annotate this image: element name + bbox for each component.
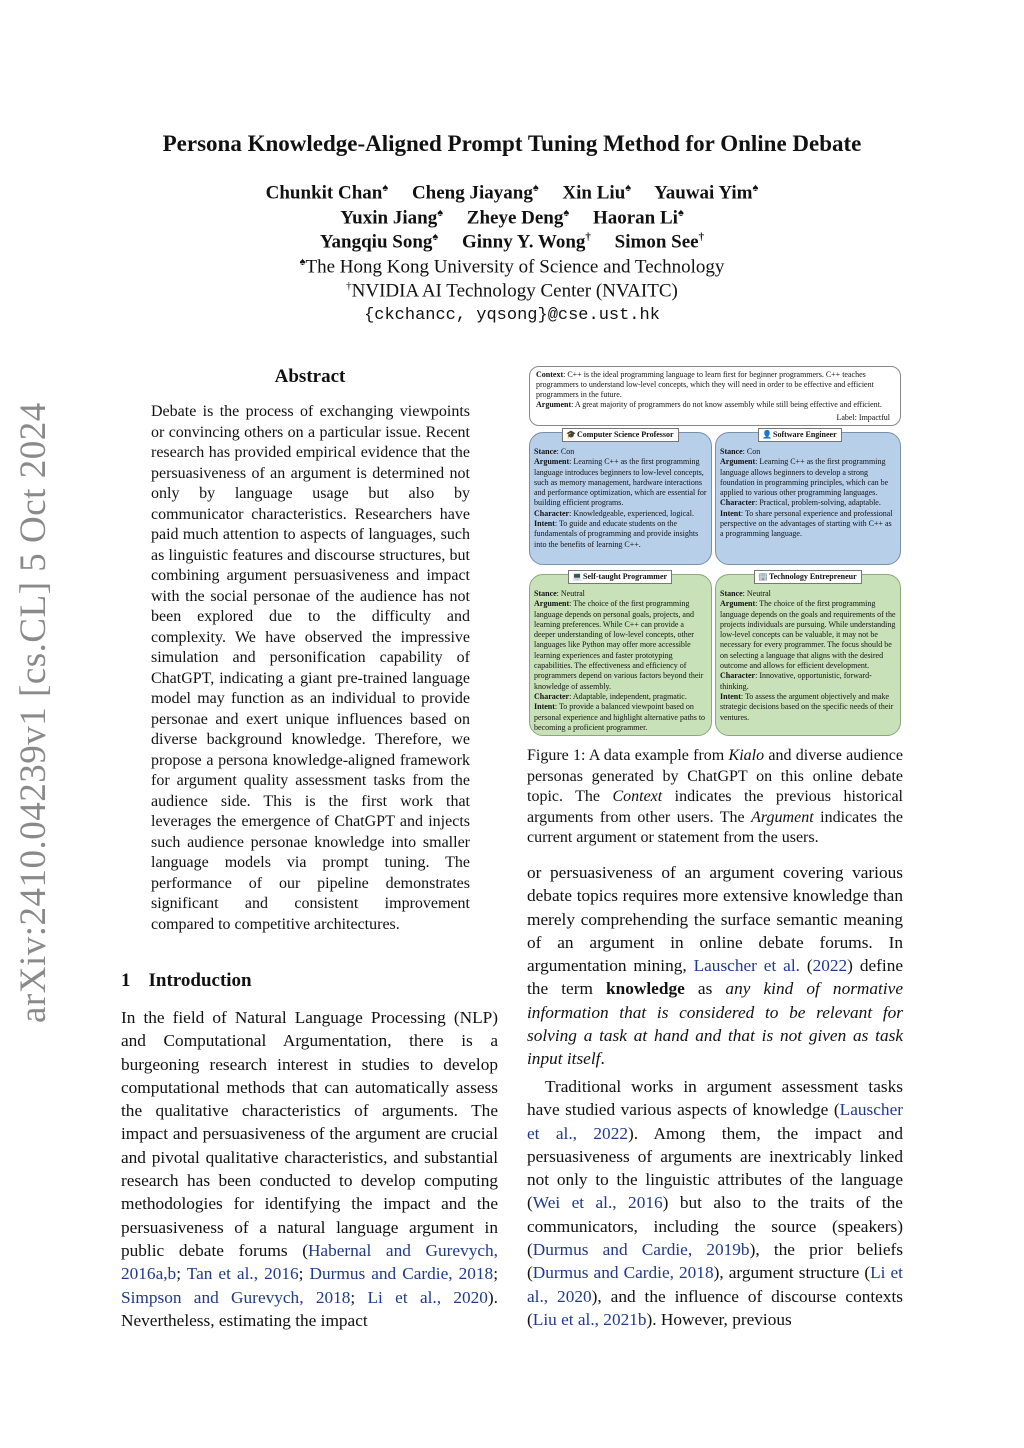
persona-card: 🎓 Computer Science Professor Stance: Con Argument: Learning C++ as the first programming language introduces beginners to low-level concepts, such as memory management, hardware interactions and performance optimization, which are essential for building efficient programs. Character: Knowledgeable, experienced, logical. Intent: To guide and educate students on the fundamentals of programming and provide insights into the benefits of learning C++. <box>529 432 712 565</box>
context-box: Context: C++ is the ideal programming language to learn first for beginner programmers. C++ teaches programmers to understand low-level concepts, which they will need in order to be effective and efficient programmers in the future. Argument: A great majority of programmers do not know assembly while still being effective and efficient. Label: Impactful <box>529 366 901 426</box>
persona-tag: 🏢 Technology Entrepreneur <box>754 570 862 584</box>
citation-link[interactable]: Habernal and Gurevych, 2016a,b <box>121 1240 498 1284</box>
affiliation-hkust: ♠The Hong Kong University of Science and Technology <box>299 256 725 278</box>
author: Yauwai Yim <box>654 182 753 204</box>
citation-link[interactable]: 2022 <box>812 956 848 976</box>
persona-tag: 💻 Self-taught Programmer <box>568 570 672 584</box>
citation-link[interactable]: Liu et al., 2021b <box>532 1309 647 1329</box>
intro-paragraph-1: In the field of Natural Language Processing (NLP) and Computational Argumentation, there is a burgeoning research interest in studies to develop computational methods that can automatically assess the qualitative characteristics of arguments. The impact and persuasiveness of the argument are crucial and pivotal qualitative characteristics, and substantial research has been conducted to develop computing methodologies for identifying the impact and the persuasiveness of a natural language argument in public debate forums (Habernal and Gurevych, 2016a,b; Tan et al., 2016; Durmus and Cardie, 2018; Simpson and Gurevych, 2018; Li et al., 2020). Nevertheless, estimating the impact <box>121 1008 498 1330</box>
author: Yuxin Jiang <box>340 207 438 229</box>
abstract-text: Debate is the process of exchanging viewpoints or convincing others on a particular issue. Recent research has provided empirical evidence that the persuasiveness of an argument is determined not only by language usage but also by communicator characteristics. Researchers have paid much attention to aspects of languages, such as linguistic features and discourse structures, but combining argument persuasiveness and impact with the social personae of the audience has not been explored due to the difficulty and complexity. We have observed the impressive simulation and personification capability of ChatGPT, indicating a giant pre-trained language model may function as an individual to provide personae and exert unique influences based on diverse background knowledge. Therefore, we propose a persona knowledge-aligned framework for argument quality assessment tasks from the audience side. This is the first work that leverages the emergence of ChatGPT and injects such audience personae knowledge into smaller language models via prompt tuning. The performance of our pipeline demonstrates significant and consistent improvement compared to competitive architectures. <box>151 403 470 933</box>
author: Haoran Li <box>592 207 678 229</box>
persona-card: 💻 Self-taught Programmer Stance: Neutral Argument: The choice of the first programming language depends on personal goals, projects, and learning preferences. While C++ can provide a deeper understanding of low-level concepts, other languages like Python may offer more accessible learning experiences and faster prototyping capabilities. The effectiveness and efficiency of programmers depend on various factors beyond their knowledge of assembly. Character: Adaptable, independent, pragmatic. Intent: To provide a balanced viewpoint based on personal experience and highlight alternative paths to becoming a proficient programmer. <box>529 574 712 736</box>
abstract-heading: Abstract <box>274 366 346 387</box>
section-heading: 1 Introduction <box>121 970 252 991</box>
persona-tag: 🎓 Computer Science Professor <box>562 428 679 442</box>
intro-paragraph-2: Traditional works in argument assessment tasks have studied various aspects of knowledge (Lauscher et al., 2022). Among them, the impact and persuasiveness of arguments are inextricably linked not only to the linguistic attributes of the language (Wei et al., 2016) but also to the traits of the communicators, including the source (speakers) (Durmus and Cardie, 2019b), the prior beliefs (Durmus and Cardie, 2018), argument structure (Li et al., 2020), and the influence of discourse contexts (Liu et al., 2021b). However, previous <box>527 1077 903 1329</box>
author-line-1: Chunkit Chan♠ Cheng Jiayang♠ Xin Liu♠ Yauwai Yim♠ <box>265 182 759 204</box>
label-impactful: Label: Impactful <box>836 413 890 422</box>
citation-link[interactable]: Tan et al., 2016 <box>186 1264 299 1284</box>
building-icon: 🏢 <box>758 572 768 581</box>
citation-link[interactable]: Durmus and Cardie, 2018 <box>309 1264 494 1284</box>
author: Ginny Y. Wong <box>462 231 586 253</box>
author: Zheye Deng <box>466 207 564 229</box>
persona-card: 👤 Software Engineer Stance: Con Argument: Learning C++ as the first programming language allows beginners to develop a strong foundation in programming principles, which can be applied to various other programming languages. Character: Practical, problem-solving, adaptable. Intent: To share personal experience and professional perspective on the advantages of starting with C++ as a programming language. <box>715 432 901 565</box>
graduation-cap-icon: 🎓 <box>566 430 576 439</box>
citation-link[interactable]: Li et al., 2020 <box>367 1287 488 1307</box>
author: Cheng Jiayang <box>411 182 533 204</box>
citation-link[interactable]: Durmus and Cardie, 2018 <box>532 1263 714 1283</box>
author: Yangqiu Song <box>319 231 433 253</box>
author: Xin Liu <box>562 182 626 204</box>
author-line-2: Yuxin Jiang♠ Zheye Deng♠ Haoran Li♠ <box>340 207 684 229</box>
persona-tag: 👤 Software Engineer <box>758 428 842 442</box>
arxiv-identifier: arXiv:2410.04239v1 [cs.CL] 5 Oct 2024 <box>13 402 54 1023</box>
figure-caption: Figure 1: A data example from Kialo and diverse audience personas generated by ChatGPT on this online debate topic. The Context indicates the previous historical arguments from other users. The Argument indicates the current argument or statement from the users. <box>527 747 904 846</box>
citation-link[interactable]: Li et al., 2020 <box>527 1263 903 1306</box>
persona-card: 🏢 Technology Entrepreneur Stance: Neutral Argument: The choice of the first programming language depends on the goals and requirements of the projects individuals are pursuing. While understanding low-level concepts can be valuable, it may not be necessary for every programmer. The focus should be on selecting a language that aligns with the desired outcome and allows for efficient development. Character: Innovative, opportunistic, forward-thinking. Intent: To assess the argument objectively and make strategic decisions based on the specific needs of their ventures. <box>715 574 901 736</box>
email: {ckchancc, yqsong}@cse.ust.hk <box>364 306 660 325</box>
laptop-icon: 💻 <box>572 572 582 581</box>
citation-link[interactable]: Lauscher et al., 2022 <box>527 1100 903 1143</box>
citation-link[interactable]: Wei et al., 2016 <box>532 1193 663 1213</box>
paper-title: Persona Knowledge-Aligned Prompt Tuning Method for Online Debate <box>162 131 862 156</box>
citation-link[interactable]: Durmus and Cardie, 2019b <box>532 1240 750 1260</box>
figure-1 <box>527 366 903 738</box>
citation-link[interactable]: Lauscher et al. <box>693 956 800 976</box>
citation-link[interactable]: Simpson and Gurevych, 2018 <box>121 1287 351 1307</box>
author-line-3: Yangqiu Song♠ Ginny Y. Wong† Simon See† <box>319 231 705 253</box>
affiliation-nvidia: †NVIDIA AI Technology Center (NVAITC) <box>346 280 678 302</box>
author: Chunkit Chan <box>265 182 383 204</box>
person-icon: 👤 <box>762 430 772 439</box>
author: Simon See <box>614 231 699 253</box>
intro-paragraph-1-continued: or persuasiveness of an argument covering various debate topics requires more extensive knowledge than merely comprehending the surface semantic meaning of an argument in online debate forums. In argumentation mining, Lauscher et al. (2022) define the term knowledge as any kind of normative information that is considered to be relevant for solving a task at hand and that is not given as task input itself. <box>527 863 904 1069</box>
